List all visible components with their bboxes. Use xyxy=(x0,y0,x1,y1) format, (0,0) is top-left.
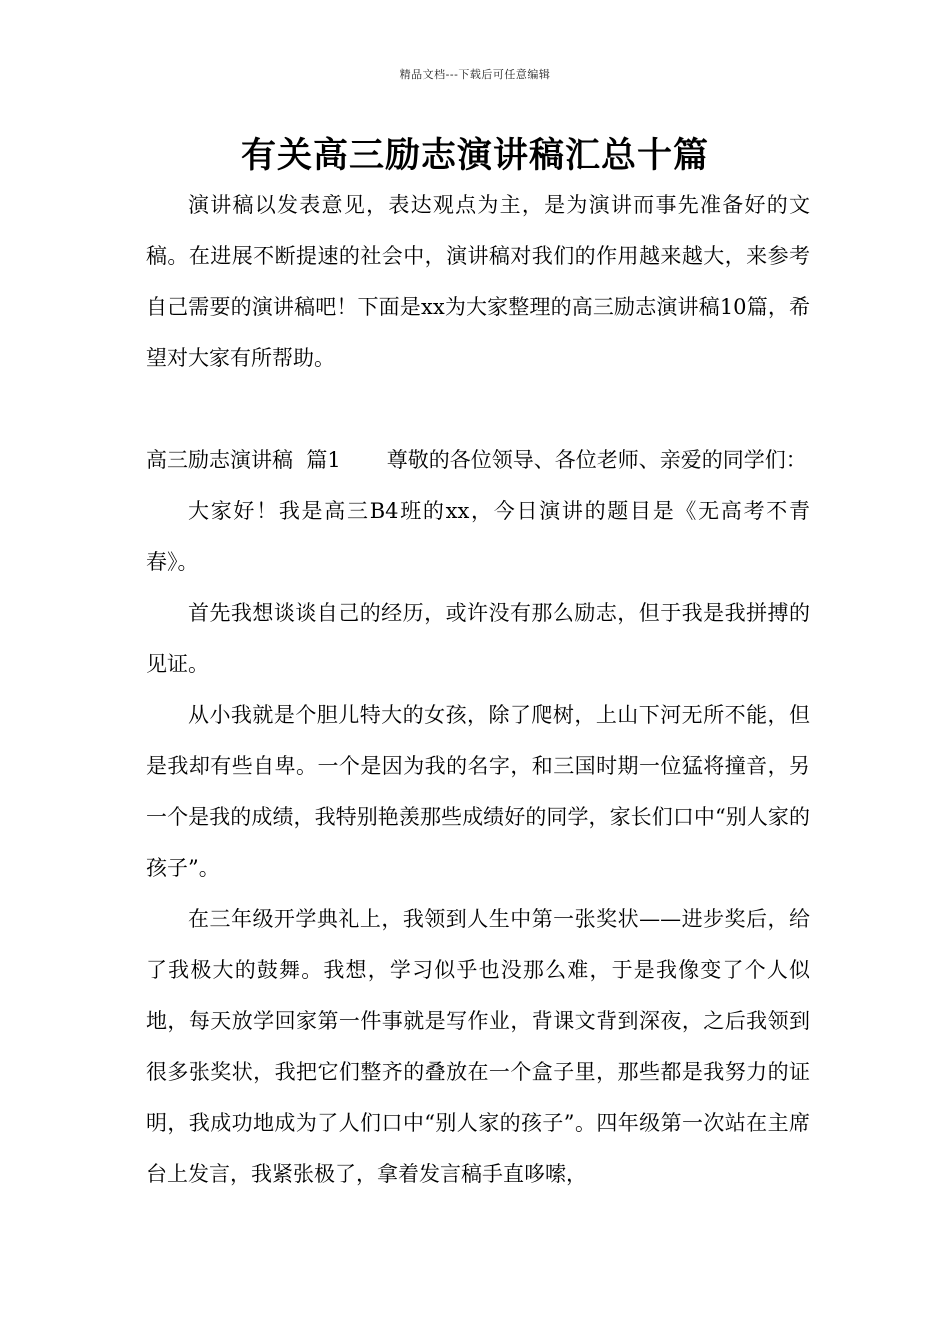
blank-line xyxy=(146,384,810,435)
page-header-note: 精品文档---下载后可任意编辑 xyxy=(399,68,551,81)
document-title: 有关高三励志演讲稿汇总十篇 xyxy=(240,135,709,176)
intro-paragraph: 演讲稿以发表意见，表达观点为主，是为演讲而事先准备好的文稿。在进展不断提速的社会中，演讲稿对我们的作用越来越大，来参考自己需要的演讲稿吧！下面是xx为大家整理的高三励志演讲稿10篇，希望对大家有所帮助。 xyxy=(146,193,810,370)
section-label: 高三励志演讲稿 篇1 xyxy=(146,448,341,472)
salutation: 尊敬的各位领导、各位老师、亲爱的同学们： xyxy=(386,448,807,472)
body-paragraph: 在三年级开学典礼上，我领到人生中第一张奖状——进步奖后，给了我极大的鼓舞。我想，学习似乎也没那么难，于是我像变了个人似地，每天放学回家第一件事就是写作业，背课文背到深夜，之后我领到很多张奖状，我把它们整齐的叠放在一个盒子里，那些都是我努力的证明，我成功地成为了人们口中“别人家的孩子”。四年级第一次站在主席台上发言，我紧张极了，拿着发言稿手直哆嗦， xyxy=(146,907,810,1186)
body-paragraph: 从小我就是个胆儿特大的女孩，除了爬树，上山下河无所不能，但是我却有些自卑。一个是因为我的名字，和三国时期一位猛将撞音，另一个是我的成绩，我特别艳羡那些成绩好的同学，家长们口中“别人家的孩子”。 xyxy=(146,703,810,880)
body-paragraph: 大家好！我是高三B4班的xx，今日演讲的题目是《无高考不青春》。 xyxy=(146,499,810,574)
body-paragraph: 首先我想谈谈自己的经历，或许没有那么励志，但于我是我拼搏的见证。 xyxy=(146,601,810,676)
section-heading-line xyxy=(146,435,810,486)
document-body xyxy=(146,180,810,1200)
